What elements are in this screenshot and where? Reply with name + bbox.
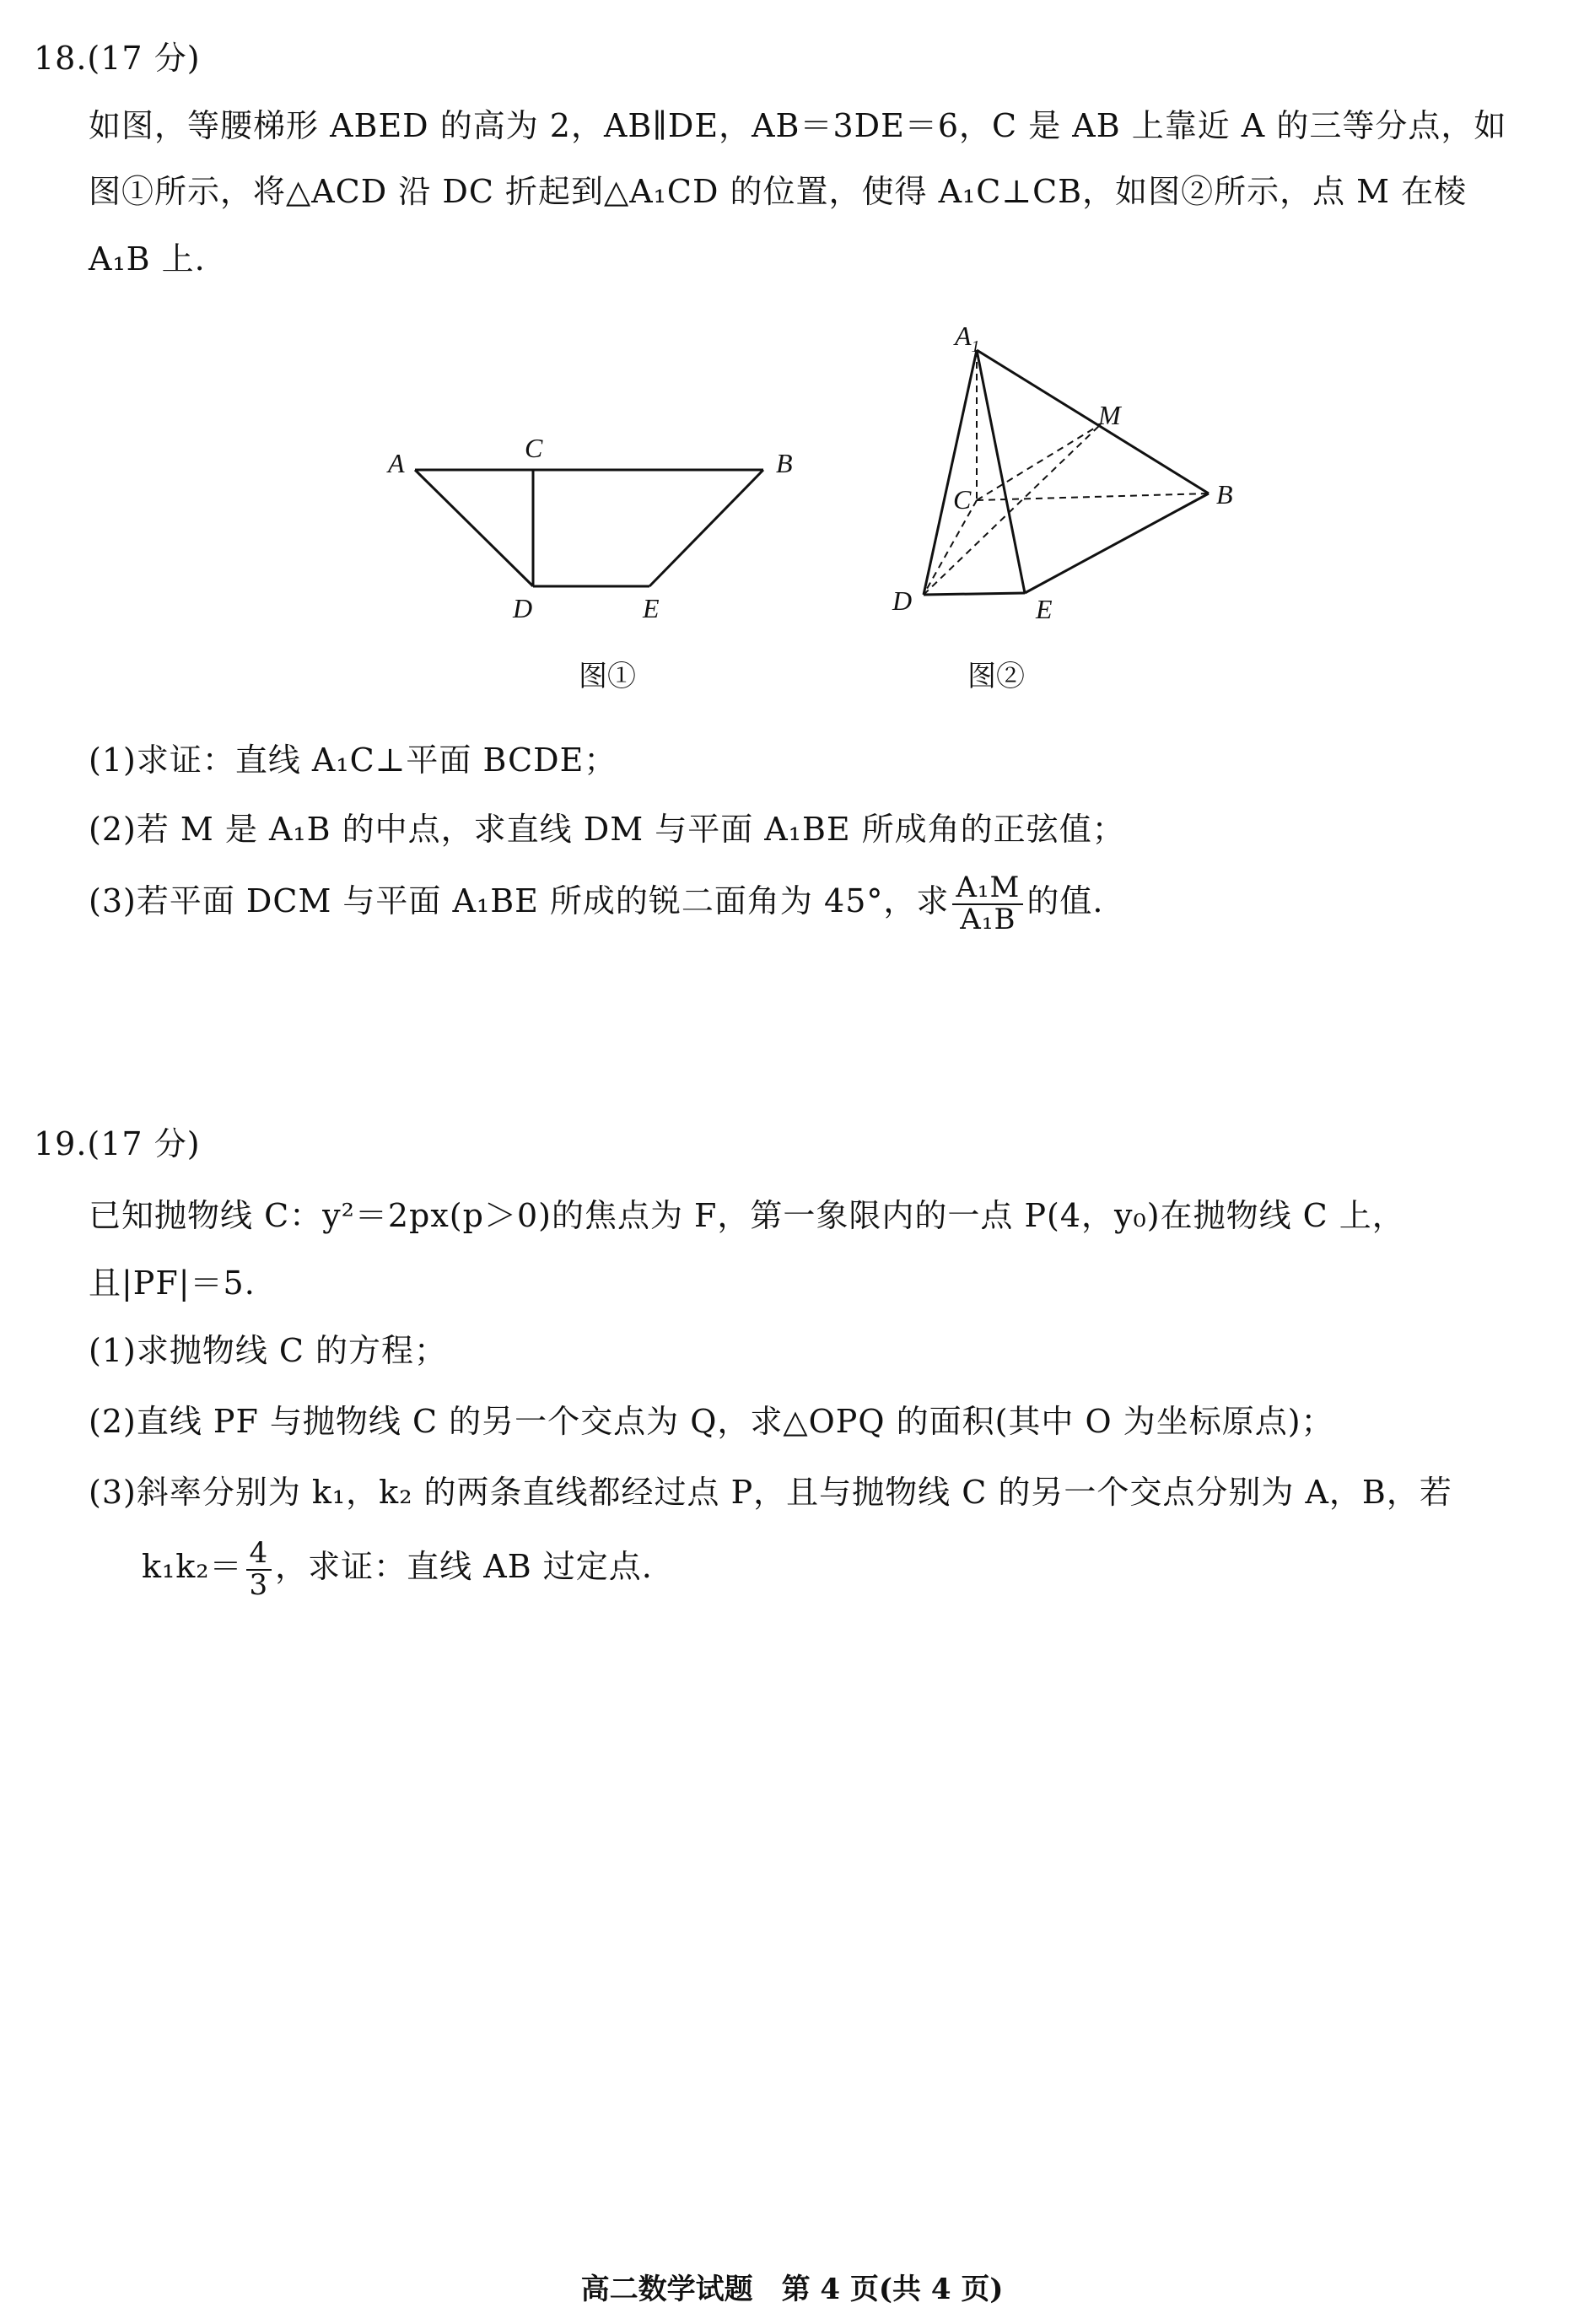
q19-intro-line2: 且|PF|＝5. [89, 1264, 256, 1302]
fig1-label-C: C [525, 433, 543, 463]
fig2-label-E: E [1036, 594, 1053, 624]
q19-sub3-frac-num: 4 [246, 1539, 272, 1571]
fig2-label-B: B [1216, 479, 1233, 510]
q18-sub3 [89, 873, 1103, 935]
fig2-label-M: M [1098, 400, 1121, 430]
fig2-label-D: D [892, 585, 913, 616]
q19-intro-line1: 已知抛物线 C：y²＝2px(p＞0)的焦点为 F，第一象限内的一点 P(4，y₀)在抛物线 C 上， [89, 1197, 1405, 1234]
figure-1-caption: 图① [579, 660, 636, 693]
figure-2-solid [877, 316, 1248, 637]
q18-sub3-pre: (3)若平面 DCM 与平面 A₁BE 所成的锐二面角为 45°，求 [89, 882, 950, 920]
q19-sub3-frac-den: 3 [249, 1567, 269, 1602]
q18-sub2: (2)若 M 是 A₁B 的中点，求直线 DM 与平面 A₁BE 所成角的正弦值； [89, 811, 1125, 848]
q18-sub3-frac-den: A₁B [960, 902, 1016, 936]
q19-sub3-line2 [142, 1536, 653, 1602]
q18-intro-line1: 如图，等腰梯形 ABED 的高为 2，AB∥DE，AB＝3DE＝6，C 是 AB 上靠近 A 的三等分点，如 [89, 107, 1507, 144]
q19-sub3-post: ，求证：直线 AB 过定点. [275, 1548, 653, 1586]
page-footer: 高二数学试题 第 4 页(共 4 页) [580, 2273, 1004, 2306]
fig1-label-D: D [513, 593, 533, 623]
fig1-label-E: E [643, 593, 660, 623]
q19-number: 19.(17 分) [34, 1125, 201, 1162]
q19-sub3-pre: k₁k₂＝ [142, 1548, 243, 1586]
q19-sub1: (1)求抛物线 C 的方程； [89, 1332, 448, 1369]
figure-1-trapezoid [371, 430, 843, 633]
q19-sub3-line1: (3)斜率分别为 k₁，k₂ 的两条直线都经过点 P，且与抛物线 C 的另一个交点分别为 A，B，若 [89, 1474, 1452, 1511]
q18-sub3-fraction [952, 873, 1023, 935]
q18-number: 18.(17 分) [34, 40, 201, 77]
q18-sub1: (1)求证：直线 A₁C⊥平面 BCDE； [89, 741, 617, 779]
fig1-label-B: B [776, 448, 793, 478]
q18-sub3-frac-num: A₁M [952, 873, 1023, 905]
figure-2-caption: 图② [967, 660, 1025, 693]
q18-intro-line3: A₁B 上. [89, 240, 206, 278]
q19-sub3-fraction [246, 1536, 272, 1602]
fig1-label-A: A [388, 448, 405, 478]
fig2-label-C: C [953, 484, 972, 515]
q18-sub3-post: 的值. [1026, 882, 1104, 920]
q19-sub2: (2)直线 PF 与抛物线 C 的另一个交点为 Q，求△OPQ 的面积(其中 O 为坐标原点)； [89, 1403, 1334, 1440]
fig2-label-A1: $A_1$ [955, 321, 980, 356]
q18-intro-line2: 图①所示，将△ACD 沿 DC 折起到△A₁CD 的位置，使得 A₁C⊥CB，如图②所示，点 M 在棱 [89, 173, 1468, 210]
